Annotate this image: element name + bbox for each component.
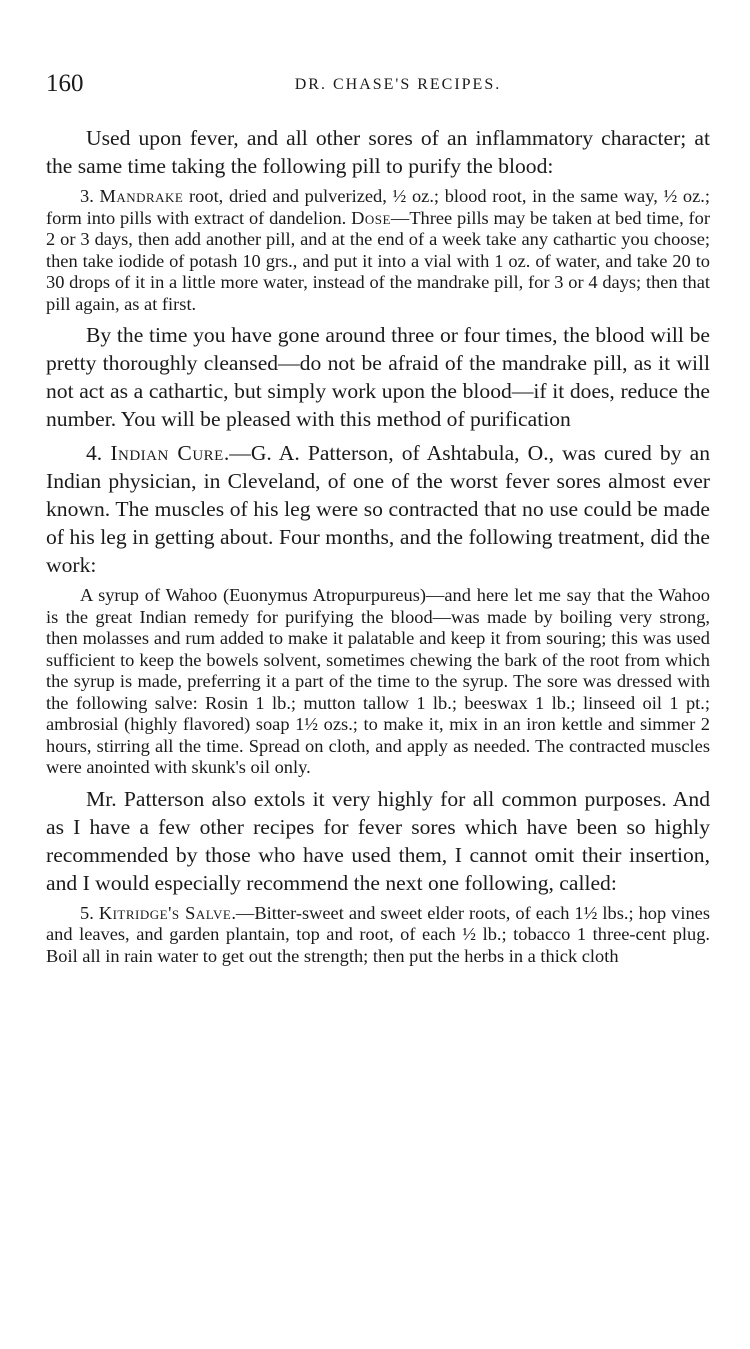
- paragraph-text: Mr. Patterson also extols it very highly for all common purposes. And as I have a few other recipes for fever sores which have been so highly recommended by those who have used them, I cannot omit their insertion, and I would especially recommend the next one following, called:: [46, 786, 710, 895]
- paragraph-patterson: [46, 785, 710, 897]
- page-header: [46, 70, 710, 102]
- paragraph-wahoo-syrup: [46, 585, 710, 779]
- recipe-title: Indian Cure: [110, 441, 224, 465]
- recipe-text: .—Bitter-sweet and sweet elder roots, of each 1½ lbs.; hop vines and leaves, and garden plantain, top and root, of each ½ lb.; tobacco 1 three-cent plug. Boil all in rain water to get out the strength; then put the herbs in a thick cloth: [46, 902, 711, 966]
- paragraph-text: A syrup of Wahoo (Euonymus Atropurpureus)—and here let me say that the Wahoo is the great Indian remedy for purifying the blood—was made by boiling very strong, then molasses and rum added to make it palatable and keep it from souring; this was used sufficient to keep the bowels solvent, sometimes chewing the bark of the root from which the syrup is made, preferring it a part of the time to the syrup. The sore was dressed with the following salve: Rosin 1 lb.; mutton tallow 1 lb.; beeswax 1 lb.; linseed oil 1 pt.; ambrosial (highly flavored) soap 1½ ozs.; to make it, mix in an iron kettle and simmer 2 hours, stirring all the time. Spread on cloth, and apply as needed. The contracted muscles were anointed with skunk's oil only.: [46, 585, 710, 777]
- recipe-text-continued: —Three pills may be taken at bed time, for 2 or 3 days, then add another pill, and at the end of a week take any cathartic you choose; then take iodide of potash 10 grs., and put it into a vial with 1 oz. of water, and take 20 to 30 drops of it in a little more water, instead of the mandrake pill, for 3 or 4 days; then that pill again, as at first.: [46, 207, 710, 314]
- recipe-text: .—G. A. Patterson, of Ashtabula, O., was cured by an Indian physician, in Cleveland, of one of the worst fever sores almost ever known. The muscles of his leg were so contracted that no use could be made of his leg in getting about. Four months, and the following treatment, did the work:: [46, 441, 710, 577]
- recipe-indian-cure: [46, 439, 710, 579]
- recipe-number: 5.: [80, 902, 99, 923]
- paragraph-cleansing: [46, 321, 710, 433]
- recipe-title: Kitridge's Salve: [98, 902, 232, 923]
- recipe-mandrake: [46, 186, 710, 315]
- dose-label: Dose: [351, 207, 391, 228]
- recipe-kitridges-salve: [46, 903, 710, 968]
- page-number: 160: [46, 70, 84, 97]
- page-body: [46, 124, 710, 973]
- paragraph-text: By the time you have gone around three or four times, the blood will be pretty thoroughly cleansed—do not be afraid of the mandrake pill, as it will not act as a cathartic, but simply work upon the blood—if it does, reduce the number. You will be pleased with this method of purification: [46, 323, 710, 431]
- recipe-number: 3.: [80, 186, 100, 206]
- recipe-number: 4.: [86, 441, 111, 465]
- paragraph-text: Used upon fever, and all other sores of an inflammatory character; at the same time taking the following pill to purify the blood:: [46, 126, 710, 178]
- recipe-title: Mandrake: [99, 186, 184, 206]
- running-title: DR. CHASE'S RECIPES.: [294, 76, 502, 93]
- recipe-text: root, dried and pulverized, ½ oz.; blood root, in the same way, ½ oz.; form into pills with extract of dandelion.: [46, 186, 710, 228]
- paragraph-fever-intro: [46, 124, 710, 180]
